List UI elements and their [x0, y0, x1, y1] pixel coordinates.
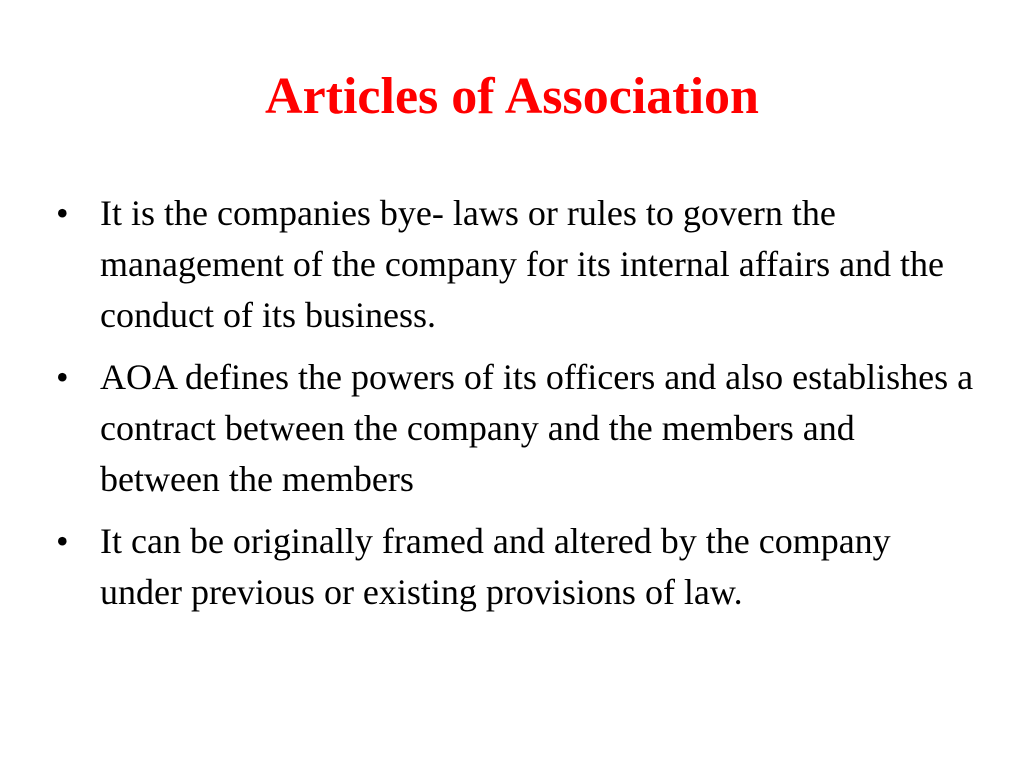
bullet-text: AOA defines the powers of its officers and also establishes a contract between the company and the members and between the members [100, 357, 974, 499]
bullet-dot-icon: • [56, 521, 69, 561]
bullet-item-1 [56, 188, 976, 341]
bullet-text: It is the companies bye- laws or rules to govern the management of the company for its internal affairs and the conduct of its business. [100, 193, 945, 335]
bullet-item-2 [56, 352, 976, 505]
bullet-list [56, 188, 976, 629]
bullet-item-3 [56, 516, 976, 618]
bullet-dot-icon: • [56, 193, 69, 233]
bullet-dot-icon: • [56, 357, 69, 397]
bullet-text: It can be originally framed and altered by the company under previous or existing provisions of law. [100, 521, 891, 612]
slide-title: Articles of Association [265, 68, 759, 125]
